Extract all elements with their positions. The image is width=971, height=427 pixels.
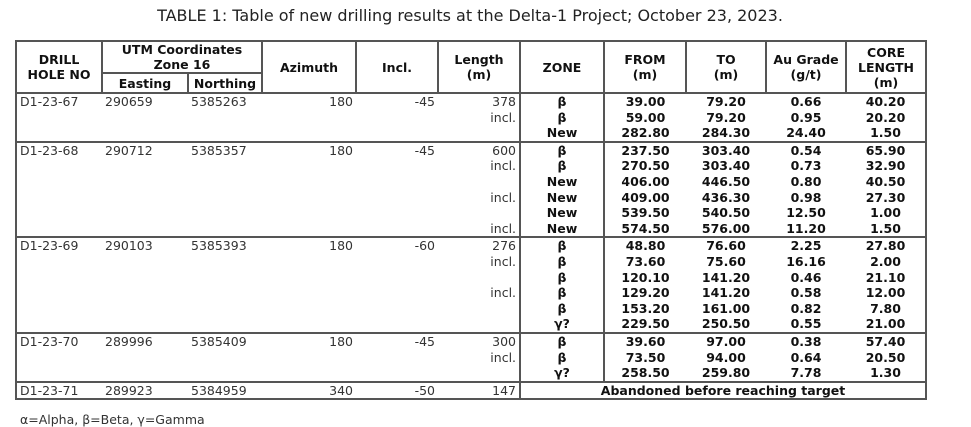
to-column bbox=[686, 142, 766, 238]
from-column bbox=[604, 333, 686, 382]
zone-column bbox=[520, 93, 604, 142]
drill-hole-id: D1-23-70 bbox=[20, 333, 79, 349]
au-grade-column-line: 0.73 bbox=[790, 158, 822, 174]
zone-column bbox=[520, 333, 604, 382]
length-column-line: incl. bbox=[490, 253, 517, 269]
from-column-line: 258.50 bbox=[621, 365, 670, 381]
core-length-column-line: 20.50 bbox=[865, 349, 906, 365]
from-column-line: 153.20 bbox=[621, 300, 670, 316]
au-grade-column-line: 0.46 bbox=[790, 269, 822, 285]
length-column-line bbox=[441, 125, 516, 141]
length-column-line: incl. bbox=[490, 349, 517, 365]
au-grade-column bbox=[766, 237, 846, 333]
zone-column-line: γ? bbox=[554, 365, 570, 381]
core-length-column bbox=[846, 93, 926, 142]
to-column-line: 161.00 bbox=[701, 300, 751, 316]
from-column-line: 270.50 bbox=[621, 158, 670, 174]
abandoned-note: Abandoned before reaching target bbox=[520, 382, 926, 400]
zone-column-line: β bbox=[557, 285, 567, 301]
zone-column-line: New bbox=[546, 205, 578, 221]
header-northing: Northing bbox=[188, 73, 262, 93]
from-column-line: 39.60 bbox=[625, 333, 666, 349]
length-column-line: incl. bbox=[490, 189, 517, 205]
to-column-line: 446.50 bbox=[701, 173, 751, 189]
easting-value: 290103 bbox=[105, 238, 153, 254]
incl-value: -45 bbox=[414, 142, 436, 158]
header-drill-hole: DRILL HOLE NO bbox=[16, 41, 102, 93]
core-length-column-line: 7.80 bbox=[870, 300, 901, 316]
au-grade-column-line: 0.95 bbox=[790, 109, 822, 125]
length-column bbox=[438, 93, 520, 142]
to-column-line: 79.20 bbox=[706, 94, 746, 109]
to-column-line: 303.40 bbox=[701, 158, 751, 174]
from-column bbox=[604, 237, 686, 333]
au-grade-column-line: 16.16 bbox=[786, 253, 826, 269]
header-zone: ZONE bbox=[520, 41, 604, 93]
zone-column-line: β bbox=[557, 238, 567, 254]
au-grade-column-line: 0.38 bbox=[790, 333, 822, 349]
incl-value: -45 bbox=[414, 333, 436, 349]
from-column-line: 237.50 bbox=[621, 142, 670, 158]
length-column-line bbox=[441, 365, 516, 381]
core-length-column-line: 40.50 bbox=[865, 173, 906, 189]
easting-value: 289996 bbox=[105, 333, 153, 349]
header-from: FROM (m) bbox=[604, 41, 686, 93]
zone-column-line: β bbox=[557, 333, 567, 349]
au-grade-column bbox=[766, 333, 846, 382]
to-column-line: 79.20 bbox=[706, 109, 746, 125]
header-easting: Easting bbox=[102, 73, 188, 93]
zone-column-line: β bbox=[557, 94, 567, 109]
from-column-line: 39.00 bbox=[625, 94, 666, 109]
header-incl: Incl. bbox=[356, 41, 438, 93]
azimuth-value: 180 bbox=[329, 238, 354, 254]
zone-legend: α=Alpha, β=Beta, γ=Gamma bbox=[20, 412, 205, 427]
core-length-column-line: 27.80 bbox=[865, 238, 906, 254]
header-length: Length (m) bbox=[438, 41, 520, 93]
core-length-column-line: 57.40 bbox=[865, 333, 906, 349]
to-column-line: 76.60 bbox=[706, 238, 746, 254]
from-column-line: 539.50 bbox=[621, 205, 670, 221]
drill-hole-id: D1-23-68 bbox=[20, 142, 79, 158]
from-column-line: 229.50 bbox=[621, 316, 670, 332]
table-row bbox=[16, 237, 926, 333]
zone-column bbox=[520, 237, 604, 333]
length-column-line: incl. bbox=[490, 109, 517, 125]
table-header bbox=[16, 41, 926, 93]
from-column-line: 129.20 bbox=[621, 285, 670, 301]
header-core-length: CORE LENGTH (m) bbox=[846, 41, 926, 93]
au-grade-column-line: 0.64 bbox=[790, 349, 822, 365]
core-length-column-line: 27.30 bbox=[865, 189, 906, 205]
zone-column-line: β bbox=[557, 142, 567, 158]
from-column-line: 409.00 bbox=[621, 189, 670, 205]
au-grade-column-line: 7.78 bbox=[790, 365, 822, 381]
core-length-column-line: 12.00 bbox=[865, 285, 906, 301]
length-column-line bbox=[441, 301, 516, 317]
header-azimuth: Azimuth bbox=[262, 41, 356, 93]
drilling-results-table bbox=[15, 40, 927, 400]
to-column-line: 576.00 bbox=[701, 220, 751, 236]
length-column-line: 378 bbox=[492, 94, 517, 109]
from-column bbox=[604, 93, 686, 142]
table-row bbox=[16, 333, 926, 382]
table-row-abandoned bbox=[16, 382, 926, 400]
core-length-column bbox=[846, 333, 926, 382]
length-column-line: 300 bbox=[492, 333, 517, 349]
zone-column-line: β bbox=[557, 269, 567, 285]
length-column-line bbox=[441, 174, 516, 190]
from-column-line: 73.60 bbox=[625, 253, 666, 269]
table-title: TABLE 1: Table of new drilling results at the Delta-1 Project; October 23, 2023. bbox=[157, 6, 783, 25]
au-grade-column-line: 0.66 bbox=[790, 94, 822, 109]
length-column bbox=[438, 333, 520, 382]
core-length-column-line: 1.00 bbox=[870, 205, 901, 221]
core-length-column bbox=[846, 237, 926, 333]
from-column-line: 48.80 bbox=[625, 238, 666, 254]
zone-column-line: β bbox=[557, 253, 567, 269]
from-column-line: 406.00 bbox=[621, 173, 670, 189]
from-column-line: 73.50 bbox=[625, 349, 666, 365]
to-column-line: 97.00 bbox=[706, 333, 746, 349]
length-column-line: 276 bbox=[492, 238, 517, 254]
to-column-line: 94.00 bbox=[706, 349, 746, 365]
core-length-column-line: 2.00 bbox=[870, 253, 901, 269]
easting-value: 290659 bbox=[105, 94, 153, 109]
core-length-column-line: 65.90 bbox=[865, 142, 906, 158]
length-column-line bbox=[441, 316, 516, 332]
northing-value: 5385409 bbox=[191, 333, 247, 349]
au-grade-column-line: 11.20 bbox=[786, 220, 826, 236]
table-row bbox=[16, 142, 926, 238]
to-column-line: 436.30 bbox=[701, 189, 751, 205]
incl-value: -60 bbox=[414, 238, 436, 254]
to-column-line: 141.20 bbox=[701, 285, 751, 301]
from-column-line: 282.80 bbox=[621, 125, 670, 141]
au-grade-column bbox=[766, 142, 846, 238]
zone-column-line: β bbox=[557, 158, 567, 174]
length-value: 147 bbox=[492, 382, 517, 398]
to-column bbox=[686, 237, 766, 333]
length-column bbox=[438, 237, 520, 333]
au-grade-column-line: 0.58 bbox=[790, 285, 822, 301]
zone-column bbox=[520, 142, 604, 238]
au-grade-column-line: 24.40 bbox=[786, 125, 826, 141]
core-length-column bbox=[846, 142, 926, 238]
au-grade-column bbox=[766, 93, 846, 142]
azimuth-value: 180 bbox=[329, 333, 354, 349]
length-column-line bbox=[441, 270, 516, 286]
to-column-line: 303.40 bbox=[701, 142, 751, 158]
to-column-line: 141.20 bbox=[701, 269, 751, 285]
au-grade-column-line: 12.50 bbox=[786, 205, 826, 221]
header-utm: UTM Coordinates Zone 16 bbox=[102, 41, 262, 73]
zone-column-line: β bbox=[557, 349, 567, 365]
easting-value: 290712 bbox=[105, 142, 153, 158]
from-column-line: 59.00 bbox=[625, 109, 666, 125]
northing-value: 5384959 bbox=[191, 382, 247, 398]
from-column-line: 574.50 bbox=[621, 220, 670, 236]
to-column-line: 259.80 bbox=[701, 365, 751, 381]
length-column-line: incl. bbox=[490, 158, 517, 174]
length-column-line: 600 bbox=[492, 142, 517, 158]
core-length-column-line: 40.20 bbox=[865, 94, 906, 109]
to-column bbox=[686, 93, 766, 142]
easting-value: 289923 bbox=[105, 382, 153, 398]
core-length-column-line: 21.00 bbox=[865, 316, 906, 332]
au-grade-column-line: 0.82 bbox=[790, 300, 822, 316]
to-column-line: 284.30 bbox=[701, 125, 751, 141]
drill-hole-id: D1-23-67 bbox=[20, 94, 79, 109]
drill-hole-id: D1-23-69 bbox=[20, 238, 79, 254]
to-column-line: 540.50 bbox=[701, 205, 751, 221]
zone-column-line: New bbox=[546, 189, 578, 205]
au-grade-column-line: 2.25 bbox=[790, 238, 822, 254]
au-grade-column-line: 0.98 bbox=[790, 189, 822, 205]
core-length-column-line: 1.50 bbox=[870, 220, 901, 236]
to-column-line: 75.60 bbox=[706, 253, 746, 269]
core-length-column-line: 32.90 bbox=[865, 158, 906, 174]
zone-column-line: β bbox=[557, 109, 567, 125]
header-au-grade: Au Grade (g/t) bbox=[766, 41, 846, 93]
length-column-line: incl. bbox=[490, 220, 517, 236]
to-column-line: 250.50 bbox=[701, 316, 751, 332]
incl-value: -50 bbox=[414, 382, 436, 398]
northing-value: 5385393 bbox=[191, 238, 247, 254]
drill-hole-id: D1-23-71 bbox=[20, 382, 79, 398]
core-length-column-line: 1.50 bbox=[870, 125, 901, 141]
to-column bbox=[686, 333, 766, 382]
from-column bbox=[604, 142, 686, 238]
zone-column-line: New bbox=[546, 220, 578, 236]
au-grade-column-line: 0.80 bbox=[790, 173, 822, 189]
core-length-column-line: 21.10 bbox=[865, 269, 906, 285]
table-row bbox=[16, 93, 926, 142]
zone-column-line: New bbox=[546, 173, 578, 189]
length-column-line bbox=[441, 205, 516, 221]
azimuth-value: 340 bbox=[329, 382, 354, 398]
core-length-column-line: 1.30 bbox=[870, 365, 901, 381]
azimuth-value: 180 bbox=[329, 94, 354, 109]
northing-value: 5385357 bbox=[191, 142, 247, 158]
header-to: TO (m) bbox=[686, 41, 766, 93]
northing-value: 5385263 bbox=[191, 94, 247, 109]
au-grade-column-line: 0.54 bbox=[790, 142, 822, 158]
length-column bbox=[438, 142, 520, 238]
au-grade-column-line: 0.55 bbox=[790, 316, 822, 332]
length-column-line: incl. bbox=[490, 285, 517, 301]
azimuth-value: 180 bbox=[329, 142, 354, 158]
zone-column-line: New bbox=[546, 125, 578, 141]
zone-column-line: γ? bbox=[554, 316, 570, 332]
core-length-column-line: 20.20 bbox=[865, 109, 906, 125]
from-column-line: 120.10 bbox=[621, 269, 670, 285]
incl-value: -45 bbox=[414, 94, 436, 109]
zone-column-line: β bbox=[557, 300, 567, 316]
